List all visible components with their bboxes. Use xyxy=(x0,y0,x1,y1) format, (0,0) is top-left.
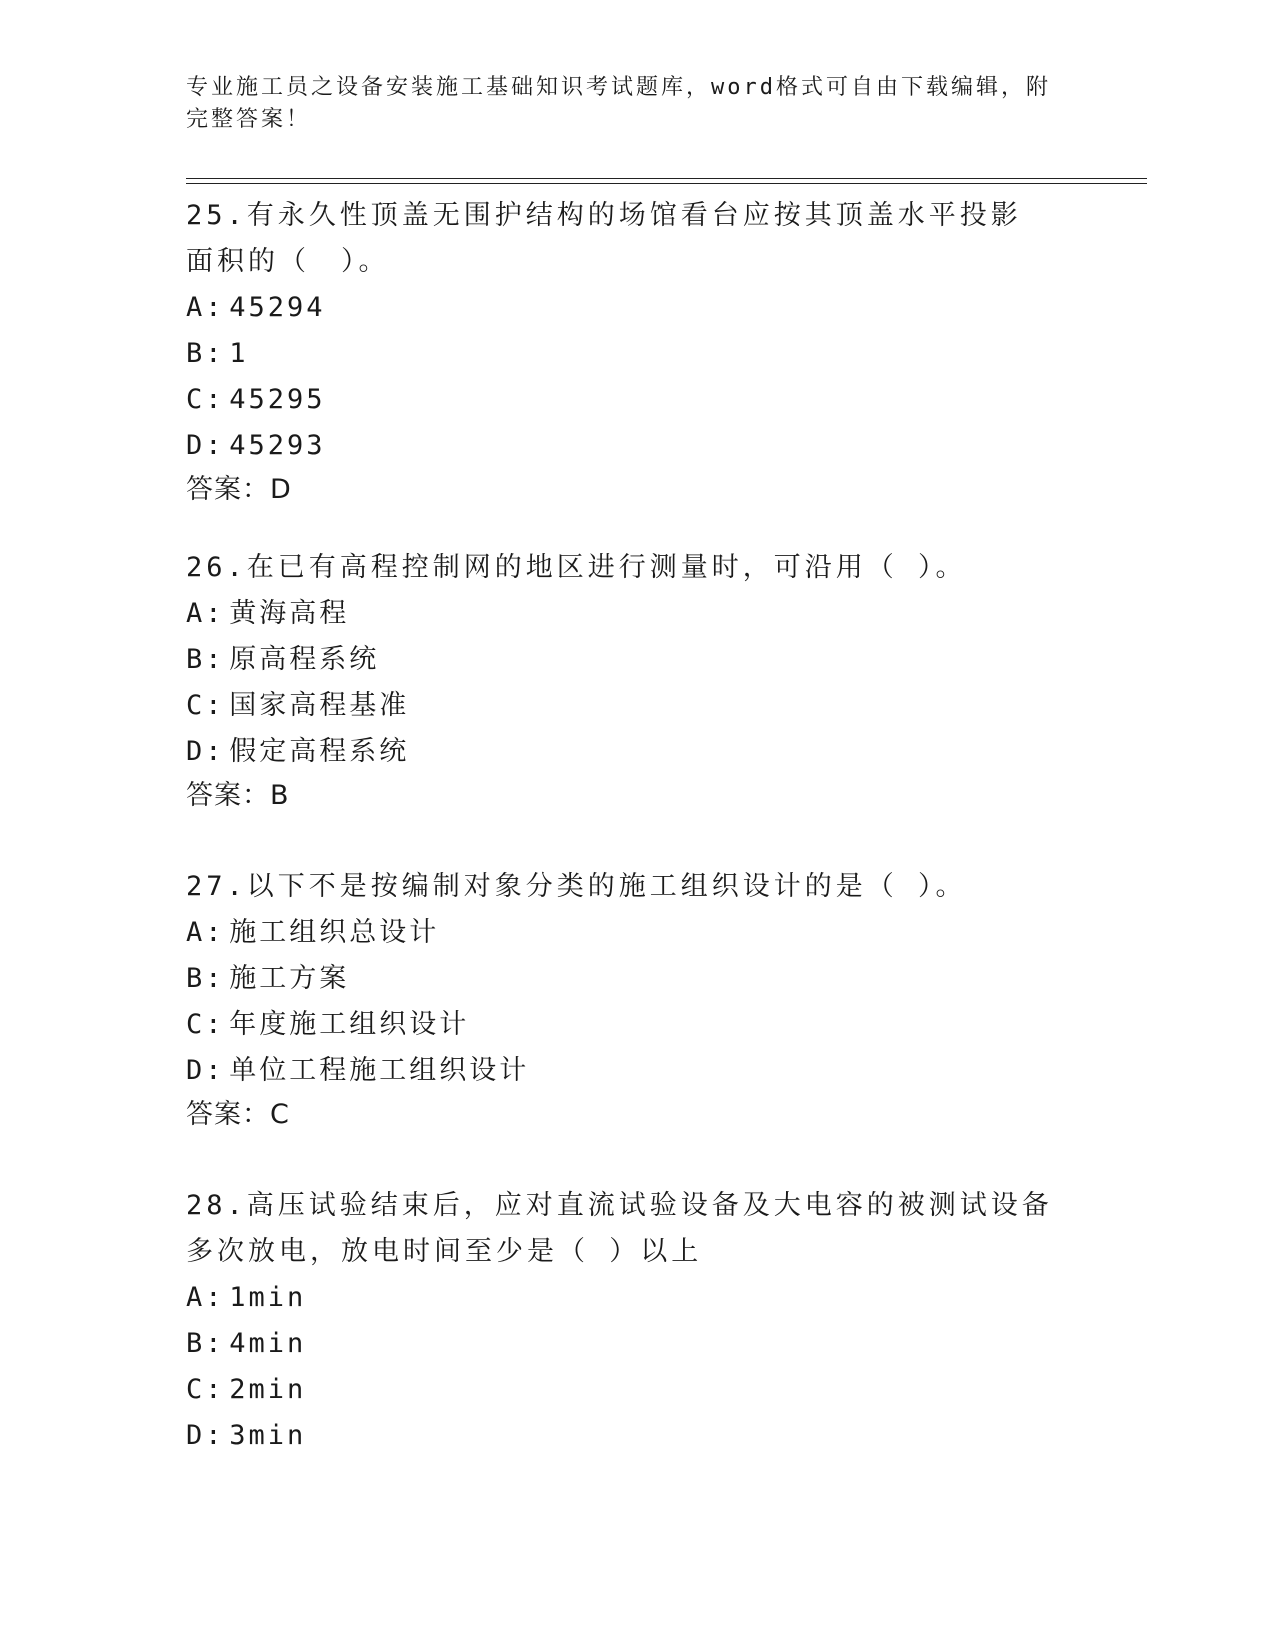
option-value: 单位工程施工组织设计 xyxy=(229,1055,530,1086)
question-25 xyxy=(186,193,1086,511)
answer-label: 答案：D xyxy=(186,474,292,505)
option-a xyxy=(186,1275,1086,1321)
option-value: 1 xyxy=(229,338,249,369)
option-key: B xyxy=(186,644,206,675)
option-b xyxy=(186,956,1086,1002)
option-d xyxy=(186,423,1086,469)
question-text: 26.在已有高程控制网的地区进行测量时，可沿用（ ）。 xyxy=(186,552,967,583)
option-a xyxy=(186,285,1086,331)
option-value: 年度施工组织设计 xyxy=(229,1009,470,1040)
question-28 xyxy=(186,1183,1086,1459)
option-key: A xyxy=(186,598,206,629)
option-a xyxy=(186,591,1086,637)
option-value: 施工方案 xyxy=(229,963,350,994)
option-value: 45295 xyxy=(229,384,326,415)
option-separator: : xyxy=(205,1328,225,1359)
option-separator: : xyxy=(205,1420,225,1451)
option-separator: : xyxy=(205,1009,225,1040)
answer-label: 答案：C xyxy=(186,1099,290,1130)
option-c xyxy=(186,377,1086,423)
option-d xyxy=(186,1048,1086,1094)
option-key: B xyxy=(186,338,206,369)
option-value: 国家高程基准 xyxy=(229,690,410,721)
option-d xyxy=(186,729,1086,775)
answer-label: 答案：B xyxy=(186,780,290,811)
option-key: D xyxy=(186,736,206,767)
option-key: D xyxy=(186,430,206,461)
option-value: 45294 xyxy=(229,292,326,323)
option-a xyxy=(186,910,1086,956)
option-value: 45293 xyxy=(229,430,326,461)
option-c xyxy=(186,683,1086,729)
header-divider-bottom xyxy=(186,183,1147,184)
option-value: 1min xyxy=(229,1282,307,1313)
option-separator: : xyxy=(205,598,225,629)
option-b xyxy=(186,331,1086,377)
option-value: 黄海高程 xyxy=(229,598,350,629)
option-key: D xyxy=(186,1055,206,1086)
option-b xyxy=(186,1321,1086,1367)
option-separator: : xyxy=(205,644,225,675)
option-separator: : xyxy=(205,736,225,767)
option-separator: : xyxy=(205,384,225,415)
option-value: 3min xyxy=(229,1420,307,1451)
option-separator: : xyxy=(205,917,225,948)
option-separator: : xyxy=(205,690,225,721)
option-key: A xyxy=(186,292,206,323)
option-b xyxy=(186,637,1086,683)
option-separator: : xyxy=(205,1374,225,1405)
question-text: 27.以下不是按编制对象分类的施工组织设计的是（ ）。 xyxy=(186,871,967,902)
option-key: D xyxy=(186,1420,206,1451)
option-key: C xyxy=(186,384,206,415)
option-separator: : xyxy=(205,963,225,994)
option-key: C xyxy=(186,690,206,721)
option-value: 4min xyxy=(229,1328,307,1359)
option-c xyxy=(186,1002,1086,1048)
option-separator: : xyxy=(205,1055,225,1086)
option-key: C xyxy=(186,1374,206,1405)
option-separator: : xyxy=(205,292,225,323)
option-key: B xyxy=(186,1328,206,1359)
option-key: B xyxy=(186,963,206,994)
option-separator: : xyxy=(205,430,225,461)
question-26 xyxy=(186,545,1086,817)
header-divider-top xyxy=(186,178,1147,179)
option-key: A xyxy=(186,917,206,948)
option-c xyxy=(186,1367,1086,1413)
option-d xyxy=(186,1413,1086,1459)
option-separator: : xyxy=(205,338,225,369)
option-key: A xyxy=(186,1282,206,1313)
option-value: 假定高程系统 xyxy=(229,736,410,767)
question-text: 28.高压试验结束后，应对直流试验设备及大电容的被测试设备多次放电，放电时间至少是（ ）以上 xyxy=(186,1190,1053,1267)
question-27 xyxy=(186,864,1086,1136)
option-separator: : xyxy=(205,1282,225,1313)
option-value: 2min xyxy=(229,1374,307,1405)
option-key: C xyxy=(186,1009,206,1040)
option-value: 原高程系统 xyxy=(229,644,380,675)
document-header: 专业施工员之设备安装施工基础知识考试题库，word格式可自由下载编辑，附完整答案！ xyxy=(186,75,1051,132)
question-text: 25.有永久性顶盖无围护结构的场馆看台应按其顶盖水平投影面积的（ ）。 xyxy=(186,200,1022,277)
option-value: 施工组织总设计 xyxy=(229,917,440,948)
